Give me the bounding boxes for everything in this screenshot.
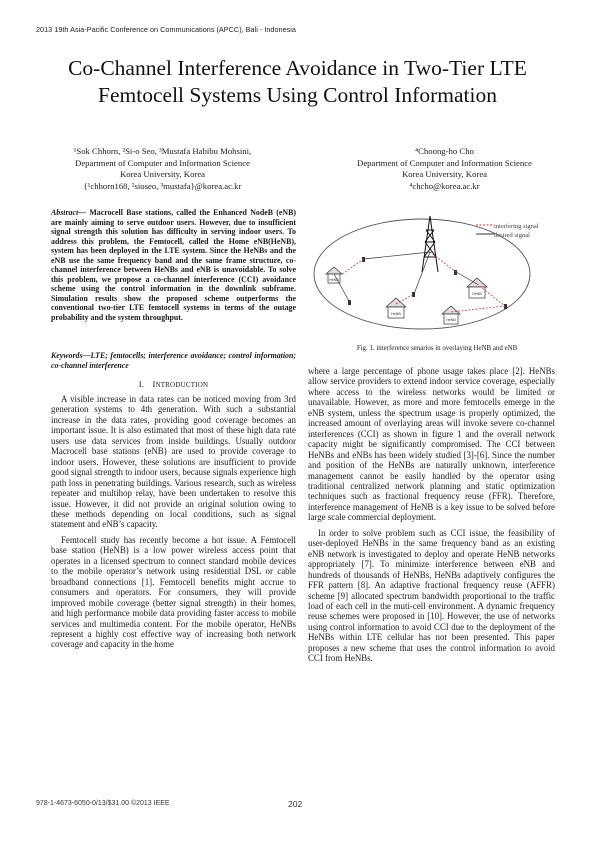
- author-emails: ⁴chcho@korea.ac.kr: [409, 180, 480, 191]
- henb-house-icon: [467, 278, 487, 298]
- author-names: ¹Sok Chhorn, ²Si-o Seo, ³Mustafa Habibu Mohsini,: [73, 146, 252, 156]
- right-column-body: [308, 366, 555, 669]
- house-label: HeNB: [391, 312, 401, 316]
- interference-diagram: [304, 212, 566, 332]
- enb-tower-icon: [422, 216, 438, 272]
- house-label: HeNB: [446, 318, 456, 322]
- figure-1: [304, 212, 566, 332]
- author-university: Korea University, Korea: [401, 169, 488, 180]
- keywords: Keywords—LTE; femtocells; interference avoidance; control information; co-channel interference: [51, 351, 296, 370]
- house-label: HeNB: [329, 278, 339, 282]
- henb-house-icon: [442, 306, 460, 324]
- abstract: [51, 208, 296, 322]
- author-names: ⁴Choong-ho Cho: [415, 146, 474, 156]
- henb-house-icon: [386, 298, 406, 318]
- section-heading-introduction: [51, 379, 296, 389]
- conference-header: 2013 19th Asia-Pacific Conference on Communications (APCC), Bali - Indonesia: [36, 25, 296, 34]
- figure-caption: Fig. 1. interference senarios in overlaying HeNB and eNB: [356, 345, 518, 352]
- paragraph: Femtocell study has recently become a hot issue. A Femtocell base station (HeNB) is a low power wireless access point that operates in a licensed spectrum to connect standard mobile devices to the mobile operator’s network using residential DSL or cable broadband connections [1]. Femtocell benefits might accrue to consumers and operators. For consumers, they will provide improved mobile coverage (better signal strength) in their homes, and high performance mobile data providing faster access to mobile services and multimedia content. For the mobile operator, HeNBs represent a highly cost effective way of increasing both network coverage and capacity in the home: [51, 534, 296, 650]
- author-block-right: [312, 146, 577, 192]
- paragraph: where a large percentage of phone usage takes place [2]. HeNBs allow service providers to extend indoor service coverage, especially where access to the wireless networks would be limited or unavailable. However, as more and more femtocells emerge in the eNB system, unless the spectrum usage is properly optimized, the increased amount of overlaying areas will invoke severe co-channel interferences (CCI) as shown in figure 1 and the overall network capacity might be significantly compromised. The CCI between HeNBs and eNBs has been widely studied [3]-[6]. Since the number and position of the HeNBs are naturally unknown, interference management cannot be easily handled by the operator using traditional centralized network planning and static optimization techniques such as fractional frequency reuse (FFR). Therefore, interference management of HeNB is a key issue to be solved before large scale commercial deployment.: [308, 366, 555, 523]
- paragraph: A visible increase in data rates can be noticed moving from 3rd generation systems to 4th generation. With such a substantial increase in the data rates, providing good coverage becomes an important issue. It is also estimated that most of these high data rate users use data services from inside buildings. Usually outdoor Macrocell base stations (eNB) are used to provide coverage to indoor users. However, these solutions are insufficient to provide good signal strength to indoor users, because signals experience high path loss in penetrating buildings. Various research, such as wireless repeater and multihop relay, have been undertaken to resolve this issue. However, it did not provide an original solution owing to these methods depending on local conditions, such as signal statement and eNB’s capacity.: [51, 394, 296, 530]
- author-emails: {¹chhorn168, ²sioseo, ³mustafa}@korea.ac.kr: [83, 180, 242, 191]
- footer-isbn: 978-1-4673-6050-0/13/$31.00 ©2013 IEEE: [36, 800, 170, 807]
- house-label: HeNB: [472, 292, 482, 296]
- legend-desired-label: desired signal: [494, 232, 530, 239]
- author-block-left: [40, 146, 285, 192]
- author-department: Department of Computer and Information Science: [357, 157, 532, 168]
- left-column-body: [51, 394, 296, 655]
- title-line-1: Co-Channel Interference Avoidance in Two-Tier LTE: [68, 56, 527, 80]
- title-line-2: Femtocell Systems Using Control Information: [98, 83, 497, 107]
- section-title-rest: NTRODUCTION: [155, 381, 209, 389]
- legend-interfering-label: interfering signal: [494, 223, 539, 230]
- author-university: Korea University, Korea: [119, 169, 206, 180]
- paragraph: In order to solve problem such as CCI issue, the feasibility of user-deployed HeNBs in the same frequency band as an existing eNB network is investigated to deploy and operate HeNB networks appropriately [7]. To minimize interference between eNB and hundreds of thousands of HeNBs, HeNBs adaptively configures the FFR pattern [8]. An adaptive fractional frequency reuse (AFFR) scheme [9] allocated spectrum bandwidth proportional to the traffic load of each cell in the muti-cell environment. A dynamic frequency reuse schemes were proposed in [10]. However, the use of networks using control information to avoid CCI due to the deployment of the HeNBs within LTE cellular has not been presented. This paper proposes a new scheme that uses the control information to avoid CCI from HeNBs.: [308, 527, 555, 664]
- abstract-lead: Abstract—: [51, 208, 87, 217]
- paper-title: [0, 55, 595, 109]
- section-number: I.: [138, 379, 144, 389]
- author-department: Department of Computer and Information Science: [75, 157, 250, 168]
- user-device-icon: [348, 257, 507, 309]
- abstract-text: Macrocell Base stations, called the Enhanced NodeB (eNB) are mainly aiming to serve outdoor users. However, due to insufficient signal strength this solution has difficulty in serving indoor users. To address this problem, the Femtocell, called the Home eNB(HeNB), system has been deployed in the LTE system. Since the HeNBs and the eNB use the same frequency band and the same frame structure, co-channel interference between HeNBs and eNB is unavoidable. To solve this problem, we propose a co-channel interference (CCI) avoidance scheme using the control information in the downlink subframe. Simulation results show the proposed scheme outperforms the conventional two-tier LTE femtocell systems in terms of the outage probability and the system throughput.: [51, 208, 296, 322]
- page-number: 202: [288, 799, 303, 809]
- section-title-initial: I: [152, 379, 156, 389]
- desired-signal-links: [334, 252, 477, 301]
- henb-house-icon: [326, 267, 342, 283]
